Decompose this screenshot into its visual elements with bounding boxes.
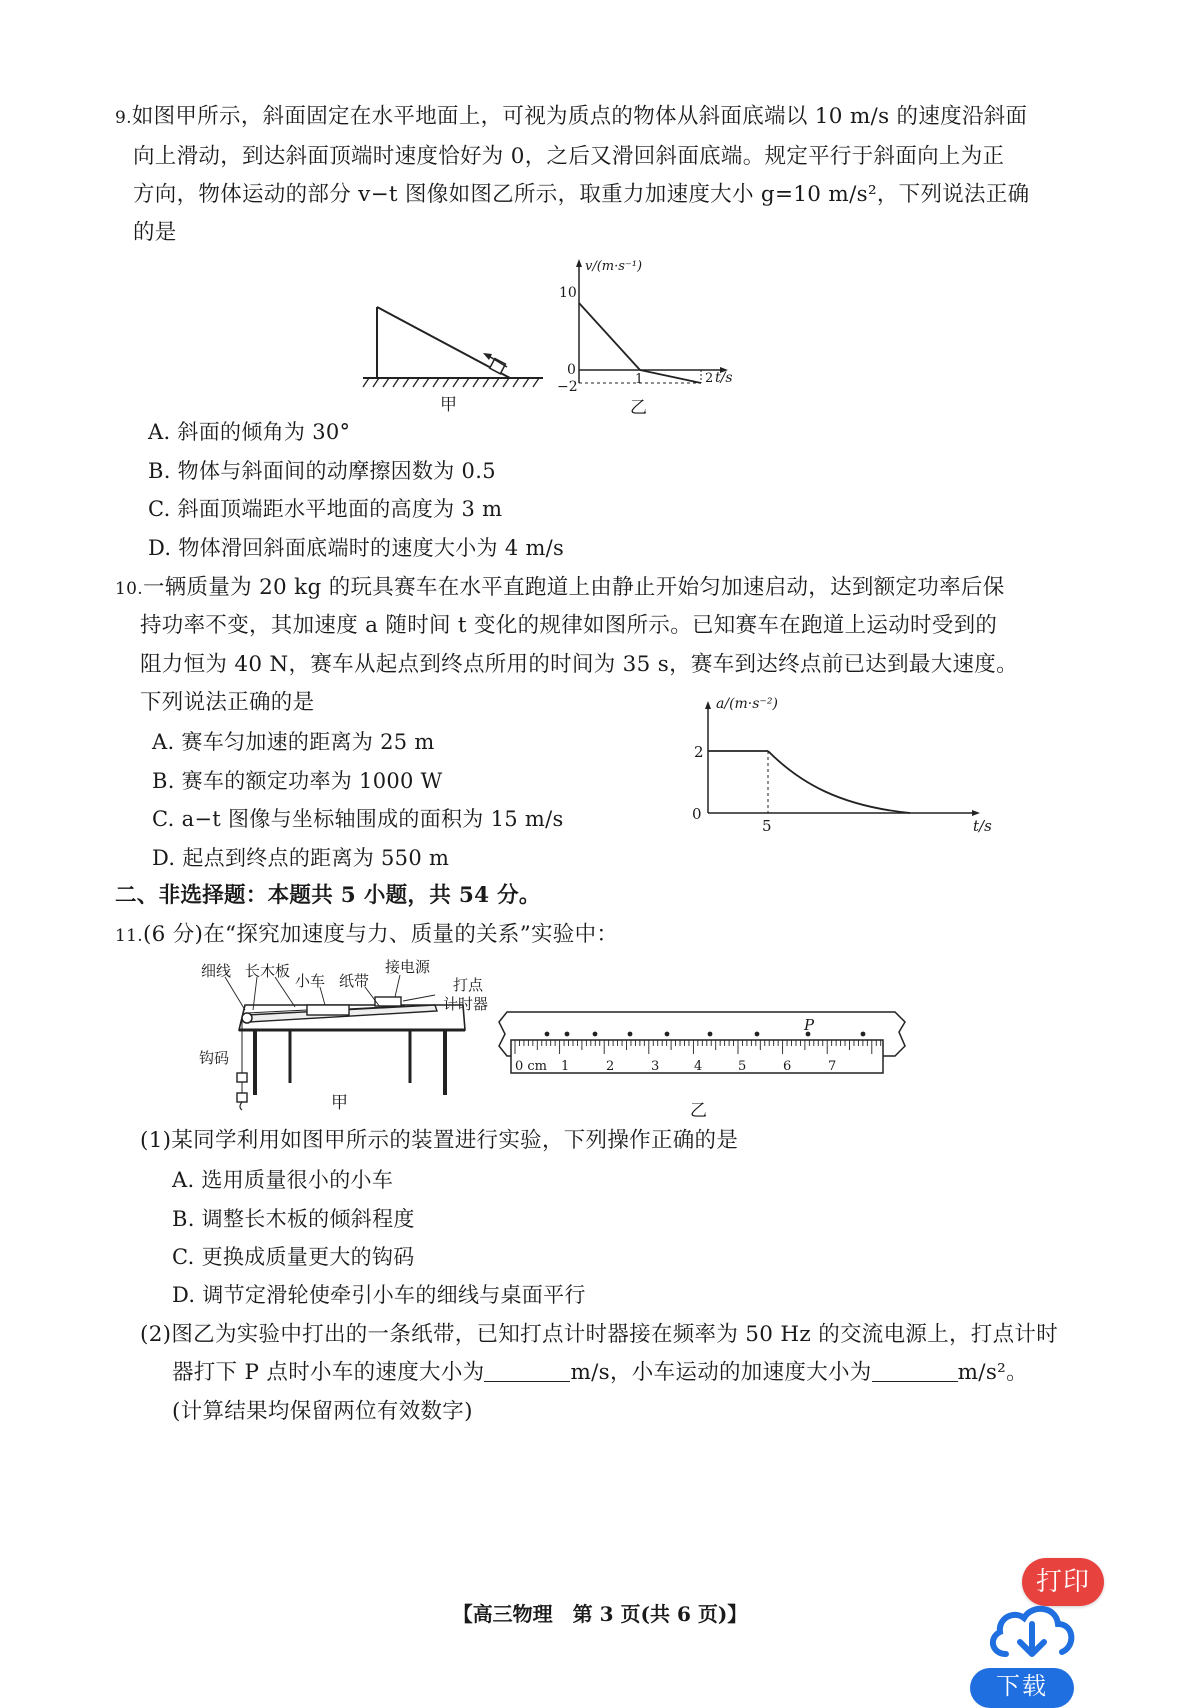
q9-option-d: D. 物体滑回斜面底端时的速度大小为 4 m/s <box>148 536 565 560</box>
q11-part2-line-3: (计算结果均保留两位有效数字) <box>172 1399 473 1424</box>
q11-part2-line-2 <box>172 1358 1028 1388</box>
ground-hatching <box>363 378 539 387</box>
at-origin: 0 <box>692 805 702 823</box>
ruler-number-2: 2 <box>606 1059 615 1074</box>
ruler-number-4: 4 <box>694 1059 703 1074</box>
velocity-answer-blank[interactable] <box>484 1381 570 1382</box>
q9-number: 9. <box>115 108 132 128</box>
leader-xian <box>225 977 245 1010</box>
q10-stem-4: 下列说法正确的是 <box>140 690 315 715</box>
page-footer: 【高三物理 第 3 页(共 6 页)】 <box>452 1602 748 1626</box>
at-x-tick-5: 5 <box>762 817 772 835</box>
q10-option-b: B. 赛车的额定功率为 1000 W <box>152 769 443 793</box>
q9-stem-3: 方向，物体运动的部分 v−t 图像如图乙所示，取重力加速度大小 g=10 m/s²，下列说法正确 <box>133 182 1030 207</box>
q11-part2-text-c: m/s²。 <box>957 1360 1028 1385</box>
at-y-arrow <box>705 701 711 709</box>
q10-option-d: D. 起点到终点的距离为 550 m <box>152 846 450 870</box>
download-cloud-icon[interactable] <box>982 1600 1082 1660</box>
acceleration-answer-blank[interactable] <box>872 1381 958 1382</box>
q9-stem-2: 向上滑动，到达斜面顶端时速度恰好为 0，之后又滑回斜面底端。规定平行于斜面向上为正 <box>133 144 1005 169</box>
q11-figure-apparatus <box>195 955 505 1130</box>
q10-stem-2: 持功率不变，其加速度 a 随时间 t 变化的规律如图所示。已知赛车在跑道上运动时受到的 <box>140 613 998 638</box>
q10-option-c: C. a−t 图像与坐标轴围成的面积为 15 m/s <box>152 807 564 831</box>
download-button[interactable]: 下载 <box>970 1668 1074 1708</box>
ruler-number-5: 5 <box>738 1059 747 1074</box>
q9-fig-jia-caption: 甲 <box>440 395 458 415</box>
ruler-number-6: 6 <box>783 1059 792 1074</box>
ticker-timer <box>375 997 401 1006</box>
leader-timer <box>403 995 435 1001</box>
label-power: 接电源 <box>385 958 431 976</box>
q10-line-1 <box>115 573 1005 604</box>
q10-stem-3: 阻力恒为 40 N，赛车从起点到终点所用的时间为 35 s，赛车到达终点前已达到最大速度。 <box>140 652 1018 677</box>
pulley <box>242 1013 252 1023</box>
q9-line-1 <box>115 102 1027 133</box>
at-y-tick-2: 2 <box>694 743 704 761</box>
label-car: 小车 <box>295 972 326 990</box>
leader-power <box>395 975 400 997</box>
label-weight: 钩码 <box>199 1049 230 1067</box>
vt-line-up <box>579 303 640 370</box>
q9-figure-vt-graph <box>555 255 750 395</box>
q9-stem-4: 的是 <box>133 220 177 245</box>
at-x-arrow <box>972 810 980 816</box>
section-2-heading: 二、非选择题：本题共 5 小题，共 54 分。 <box>115 883 541 908</box>
ruler-number-3: 3 <box>651 1059 660 1074</box>
q10-stem-1: 一辆质量为 20 kg 的玩具赛车在水平直跑道上由静止开始匀加速启动，达到额定功率后保 <box>142 575 1005 600</box>
q11-part1-option-d: D. 调节定滑轮使牵引小车的细线与桌面平行 <box>172 1283 586 1307</box>
vt-y-label: v/(m·s⁻¹) <box>585 259 643 274</box>
q10-figure-at-graph <box>680 688 1010 843</box>
q10-option-a: A. 赛车匀加速的距离为 25 m <box>152 730 435 754</box>
q11-part1-option-a: A. 选用质量很小的小车 <box>172 1168 394 1192</box>
at-decay-curve <box>768 751 910 813</box>
label-timer-1: 打点 <box>453 976 484 994</box>
vt-x-tick-2: 2 <box>705 371 714 386</box>
print-button[interactable]: 打印 <box>1022 1558 1104 1606</box>
label-tape: 纸带 <box>339 972 370 990</box>
q11-number: 11. <box>115 926 143 946</box>
q11-figure-ruler <box>495 1000 910 1105</box>
at-x-label: t/s <box>973 817 992 835</box>
q9-option-b: B. 物体与斜面间的动摩擦因数为 0.5 <box>148 459 496 483</box>
leader-board <box>275 977 295 1007</box>
vt-line-down <box>640 370 701 383</box>
label-xian: 细线 <box>201 962 232 980</box>
vt-x-tick-1: 1 <box>635 372 644 387</box>
cart <box>307 1005 349 1015</box>
vt-x-label: t/s <box>715 370 733 386</box>
q11-part1-stem: (1)某同学利用如图甲所示的装置进行实验，下列操作正确的是 <box>140 1128 739 1153</box>
q9-fig-yi-caption: 乙 <box>630 398 648 418</box>
q9-option-a: A. 斜面的倾角为 30° <box>148 420 351 444</box>
q11-part2-text-a: 器打下 P 点时小车的速度大小为 <box>172 1360 485 1385</box>
vt-y-tick-0: 0 <box>567 362 576 378</box>
ruler-number-1: 1 <box>561 1059 570 1074</box>
vt-y-arrow <box>576 259 582 267</box>
q11-part2-text-b: m/s，小车运动的加速度大小为 <box>570 1360 872 1385</box>
q10-number: 10. <box>115 579 143 599</box>
q11-line-1 <box>115 920 618 951</box>
q11-part2-line-1: (2)图乙为实验中打出的一条纸带，已知打点计时器接在频率为 50 Hz 的交流电源上，打点计时 <box>140 1322 1058 1347</box>
q9-stem-1: 如图甲所示，斜面固定在水平地面上，可视为质点的物体从斜面底端以 10 m/s 的速度沿斜面 <box>131 104 1028 129</box>
label-board: 长木板 <box>245 962 291 980</box>
hook <box>240 1102 242 1110</box>
hook-weight-2 <box>237 1093 247 1102</box>
q11-fig-yi-caption: 乙 <box>690 1101 708 1121</box>
hook-weight-1 <box>237 1073 247 1082</box>
q11-part1-option-c: C. 更换成质量更大的钩码 <box>172 1245 415 1269</box>
q9-option-c: C. 斜面顶端距水平地面的高度为 3 m <box>148 497 503 521</box>
ruler-unit-label: 0 cm <box>515 1059 548 1074</box>
vt-y-tick-10: 10 <box>559 285 577 301</box>
label-timer-2: 计时器 <box>443 995 489 1013</box>
velocity-arrow-head <box>483 353 492 360</box>
q11-stem: (6 分)在“探究加速度与力、质量的关系”实验中： <box>142 922 619 947</box>
point-p-label: P <box>804 1016 815 1034</box>
q11-fig-jia-caption: 甲 <box>331 1093 349 1113</box>
vt-y-tick-neg2: −2 <box>557 379 578 395</box>
at-y-label: a/(m·s⁻²) <box>716 696 778 712</box>
q11-part1-option-b: B. 调整长木板的倾斜程度 <box>172 1207 415 1231</box>
ruler-number-7: 7 <box>828 1059 837 1074</box>
